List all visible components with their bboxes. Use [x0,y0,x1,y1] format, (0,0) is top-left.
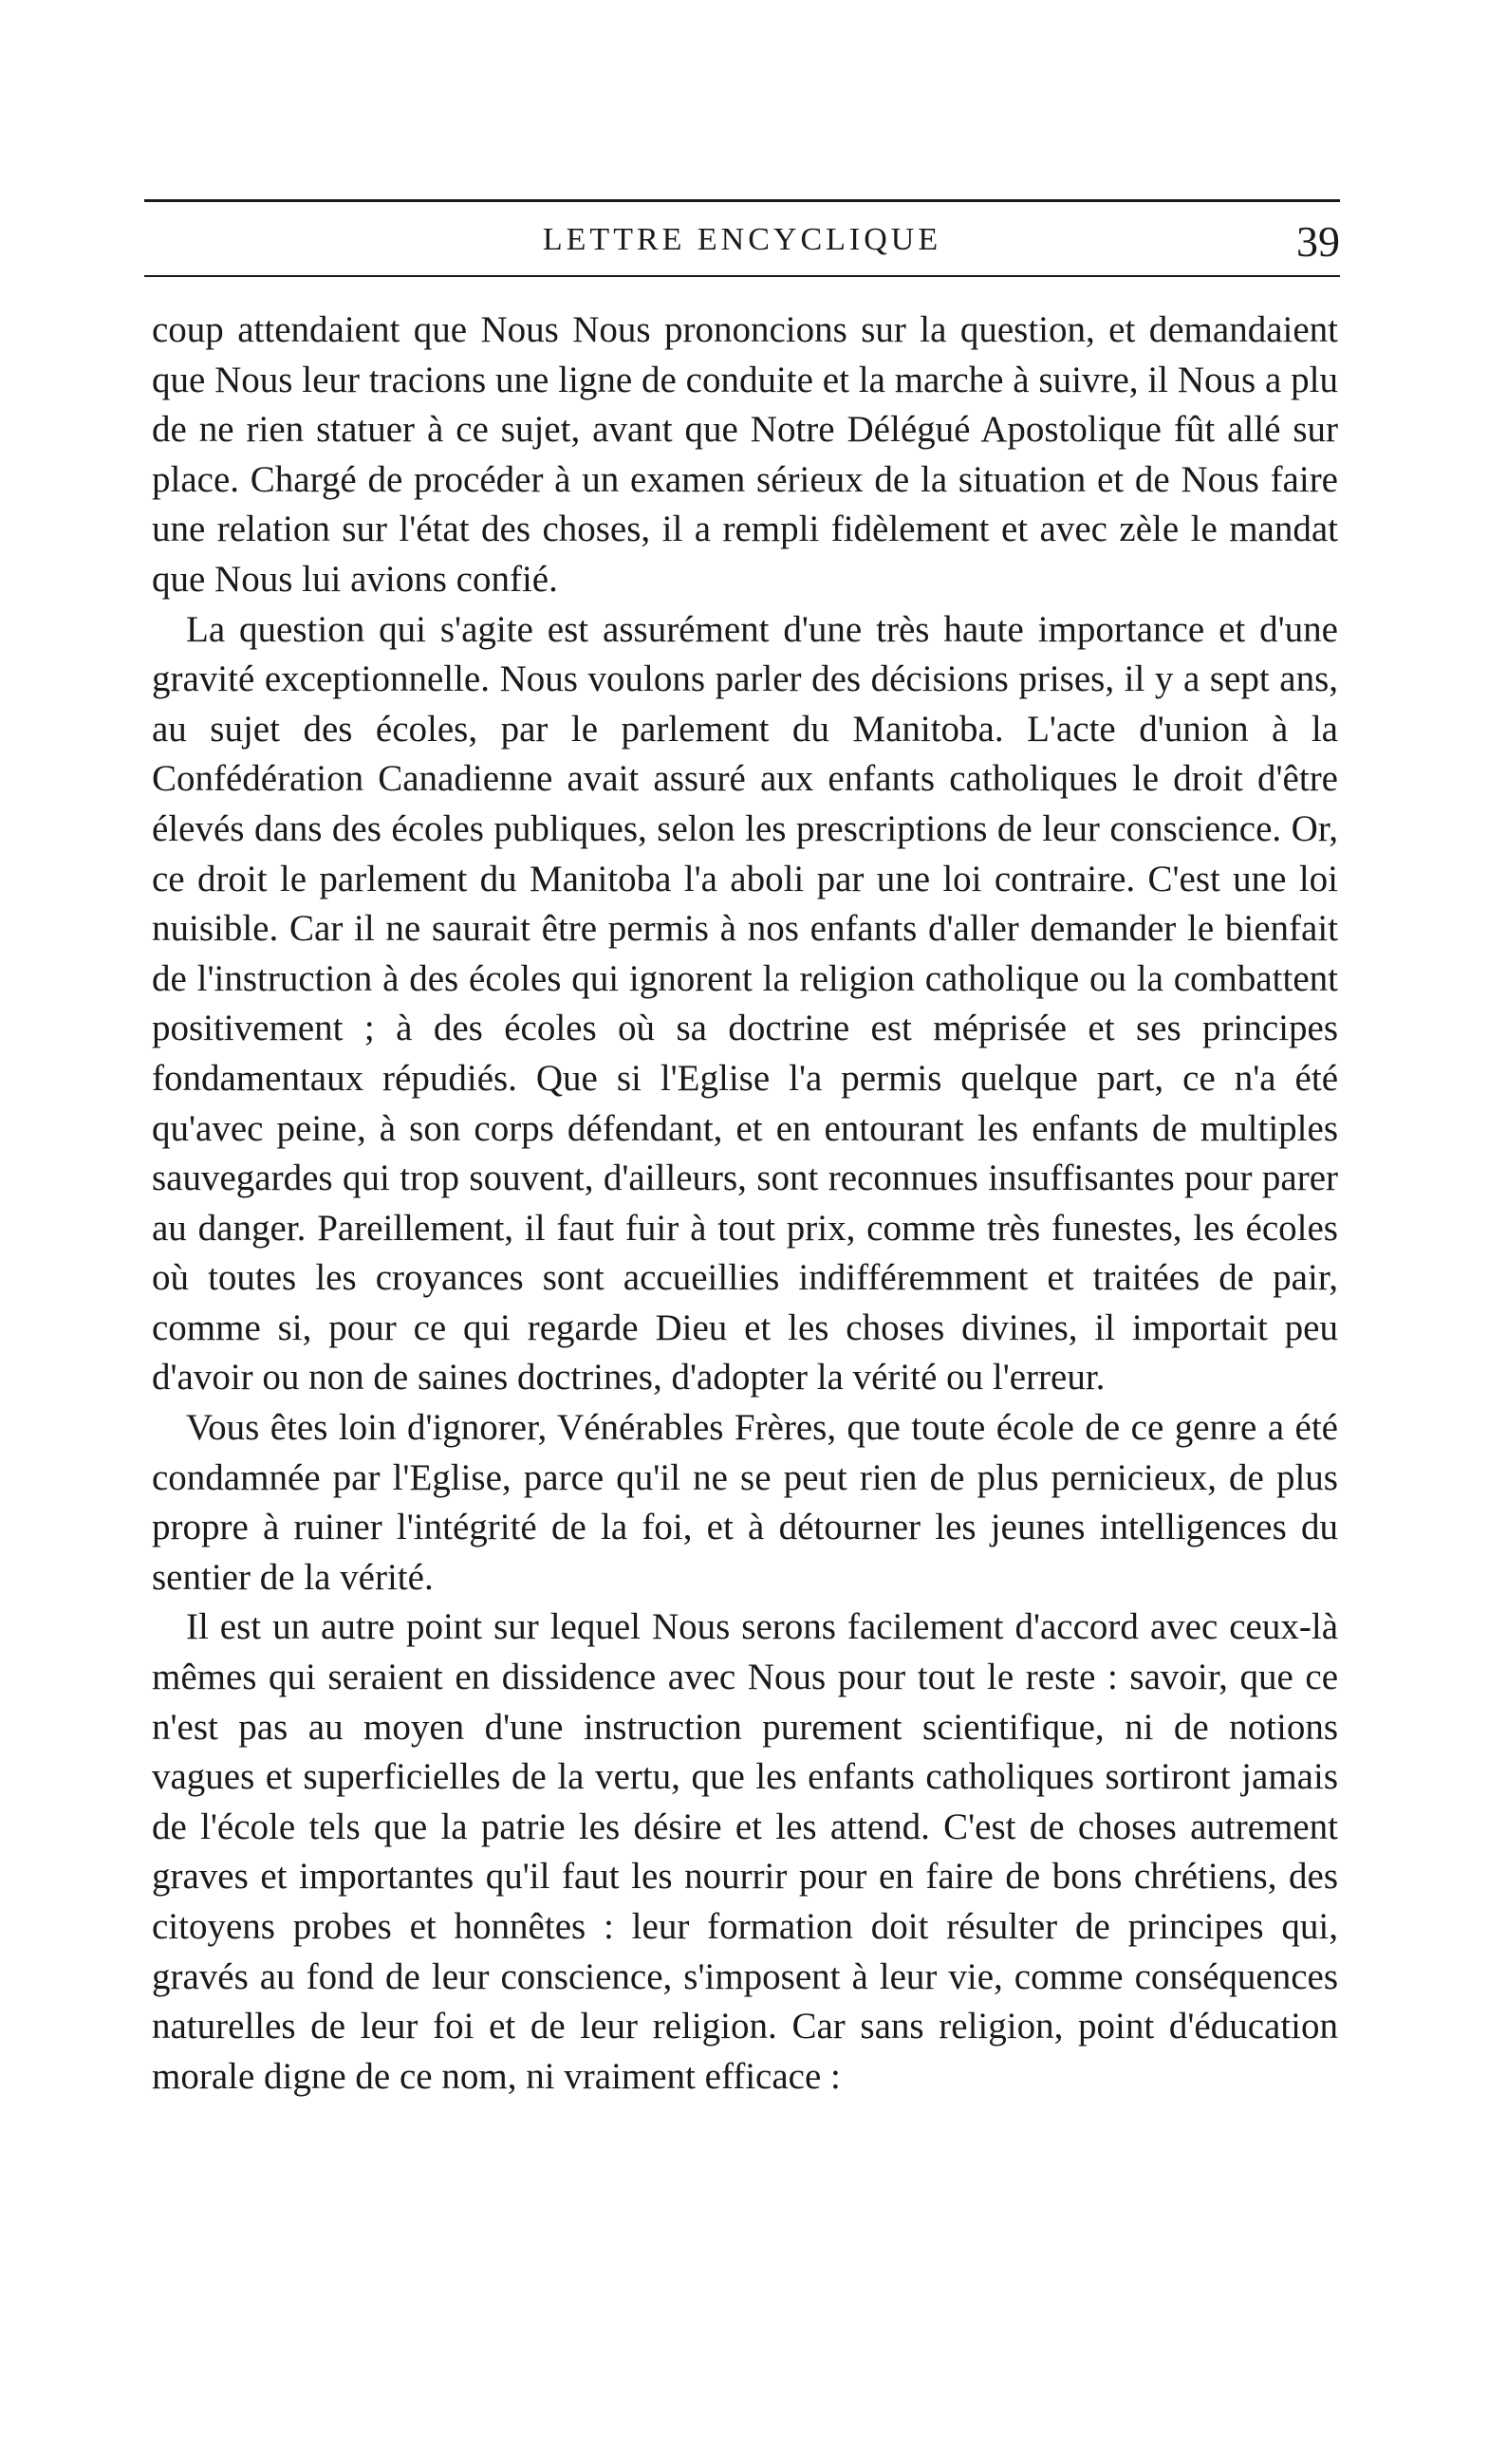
paragraph: Il est un autre point sur lequel Nous serons facilement d'accord avec ceux-là mêmes qui seraient en dissidence avec Nous pour tout le reste : savoir, que ce n'est pas au moyen d'une instruction purement scientifique, ni de notions vagues et superficielles de la vertu, que les enfants catholiques sortiront jamais de l'école tels que la patrie les désire et les attend. C'est de choses autrement graves et importantes qu'il faut les nourrir pour en faire de bons chrétiens, des citoyens probes et honnêtes : leur formation doit résulter de principes qui, gravés au fond de leur conscience, s'imposent à leur vie, comme conséquences naturelles de leur foi et de leur religion. Car sans religion, point d'éducation morale digne de ce nom, ni vraiment efficace : [152,1606,1338,2097]
paragraph: coup attendaient que Nous Nous prononcions sur la question, et demandaient que Nous leur tracions une ligne de conduite et la marche à suivre, il Nous a plu de ne rien statuer à ce sujet, avant que Notre Délégué Apostolique fût allé sur place. Chargé de procéder à un examen sérieux de la situation et de Nous faire une relation sur l'état des choses, il a rempli fidèlement et avec zèle le mandat que Nous lui avions confié. [152,309,1338,600]
running-title: LETTRE ENCYCLIQUE [542,222,942,257]
header-bottom-rule [144,275,1340,277]
running-head [144,216,1340,269]
paragraph: La question qui s'agite est assurément d'une très haute importance et d'une gravité exceptionnelle. Nous voulons parler des décisions prises, il y a sept ans, au sujet des écoles, par le parlement du Manitoba. L'acte d'union à la Confédération Canadienne avait assuré aux enfants catholiques le droit d'être élevés dans des écoles publiques, selon les prescriptions de leur conscience. Or, ce droit le parlement du Manitoba l'a aboli par une loi contraire. C'est une loi nuisible. Car il ne saurait être permis à nos enfants d'aller demander le bienfait de l'instruction à des écoles qui ignorent la religion catholique ou la combattent positivement ; à des écoles où sa doctrine est méprisée et ses principes fondamentaux répudiés. Que si l'Eglise l'a permis quelque part, ce n'a été qu'avec peine, à son corps défendant, et en entourant les enfants de multiples sauvegardes qui trop souvent, d'ailleurs, sont reconnues insuffisantes pour parer au danger. Pareillement, il faut fuir à tout prix, comme très funestes, les écoles où toutes les croyances sont accueillies indifféremment et traitées de pair, comme si, pour ce qui regarde Dieu et les choses divines, il importait peu d'avoir ou non de saines doctrines, d'adopter la vérité ou l'erreur. [152,608,1338,1399]
paragraph: Vous êtes loin d'ignorer, Vénérables Frères, que toute école de ce genre a été condamnée par l'Eglise, parce qu'il ne se peut rien de plus pernicieux, de plus propre à ruiner l'intégrité de la foi, et à détourner les jeunes intelligences du sentier de la vérité. [152,1407,1338,1598]
page-body-text [152,306,1338,2102]
page-number: 39 [1296,217,1340,266]
header-top-rule [144,199,1340,202]
